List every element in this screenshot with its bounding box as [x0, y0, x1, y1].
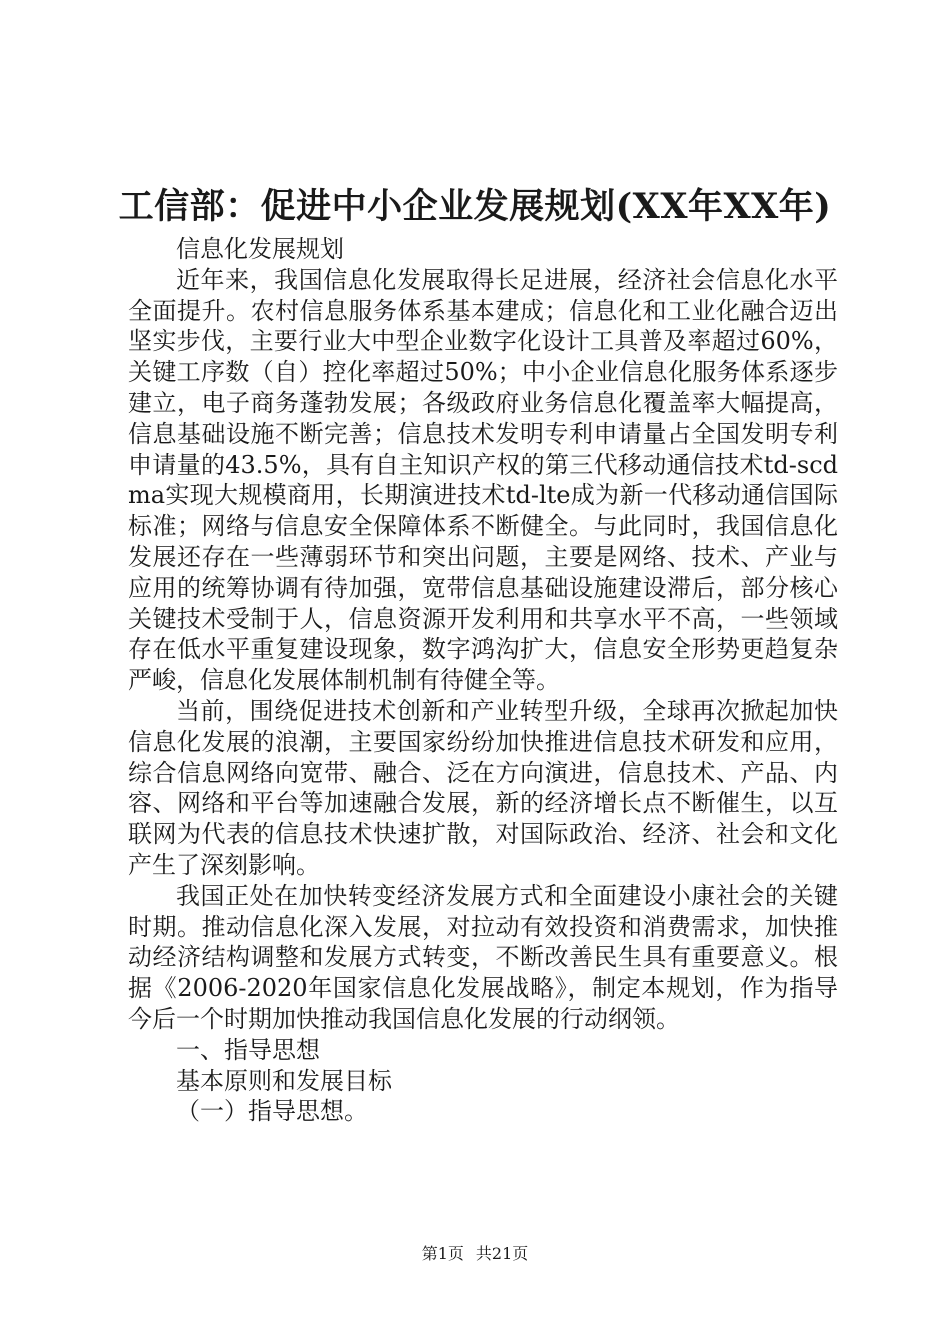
subsection-heading-1: （一）指导思想。 — [176, 1097, 368, 1126]
page-number-total: 共21页 — [475, 1244, 529, 1263]
document-body — [128, 234, 838, 1127]
document-title: 工信部：促进中小企业发展规划(XX年XX年) — [118, 186, 832, 227]
page-number-current: 第1页 — [421, 1244, 464, 1263]
paragraph-3: 我国正处在加快转变经济发展方式和全面建设小康社会的关键时期。推动信息化深入发展，对拉动有效投资和消费需求，加快推动经济结构调整和发展方式转变，不断改善民生具有重要意义。根据《2006-2020年国家信息化发展战略》，制定本规划，作为指导今后一个时期加快推动我国信息化发展的行动纲领。 — [128, 881, 838, 1033]
paragraph-subtitle: 信息化发展规划 — [176, 235, 344, 263]
page-footer — [0, 1243, 950, 1265]
section-heading-1: 一、指导思想 — [176, 1035, 320, 1064]
section-subheading: 基本原则和发展目标 — [176, 1066, 392, 1095]
paragraph-1: 近年来，我国信息化发展取得长足进展，经济社会信息化水平全面提升。农村信息服务体系基本建成；信息化和工业化融合迈出坚实步伐，主要行业大中型企业数字化设计工具普及率超过60%，关键工序数（自）控化率超过50%；中小企业信息化服务体系逐步建立，电子商务蓬勃发展；各级政府业务信息化覆盖率大幅提高，信息基础设施不断完善；信息技术发明专利申请量占全国发明专利申请量的43.5%，具有自主知识产权的第三代移动通信技术td-scdma实现大规模商用，长期演进技术td-lte成为新一代移动通信国际标准；网络与信息安全保障体系不断健全。与此同时，我国信息化发展还存在一些薄弱环节和突出问题，主要是网络、技术、产业与应用的统筹协调有待加强，宽带信息基础设施建设滞后，部分核心关键技术受制于人，信息资源开发利用和共享水平不高，一些领域存在低水平重复建设现象，数字鸿沟扩大，信息安全形势更趋复杂严峻，信息化发展体制机制有待健全等。 — [128, 265, 838, 695]
paragraph-2: 当前，围绕促进技术创新和产业转型升级，全球再次掀起加快信息化发展的浪潮，主要国家纷纷加快推进信息技术研发和应用，综合信息网络向宽带、融合、泛在方向演进，信息技术、产品、内容、网络和平台等加速融合发展，新的经济增长点不断催生，以互联网为代表的信息技术快速扩散，对国际政治、经济、社会和文化产生了深刻影响。 — [128, 696, 838, 879]
